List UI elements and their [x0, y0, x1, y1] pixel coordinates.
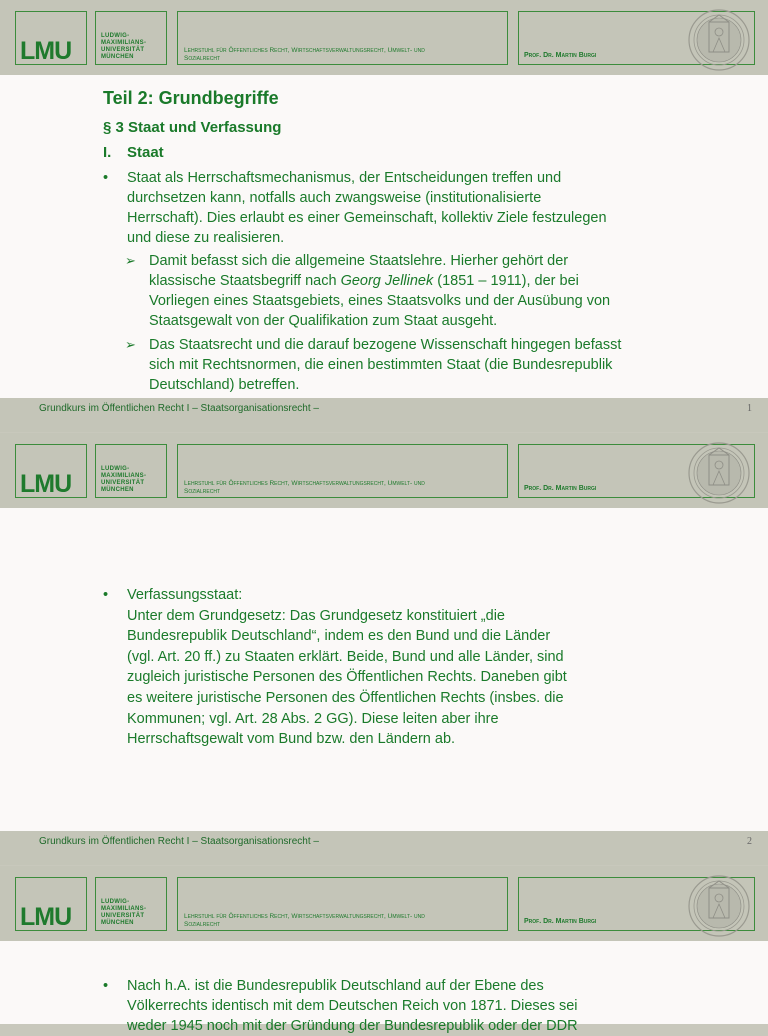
part-heading: Teil 2: Grundbegriffe [103, 88, 279, 108]
university-name-box [95, 444, 167, 498]
slide-header [0, 433, 768, 508]
lmu-logo: LMU [20, 903, 72, 931]
university-seal-icon [679, 878, 756, 931]
lmu-logo-box [15, 11, 87, 65]
slide-1 [0, 0, 768, 432]
section-heading: § 3 Staat und Verfassung [103, 119, 282, 136]
university-seal-icon [679, 12, 756, 65]
chair-name: Lehrstuhl für Öffentliches Recht, Wirtschaftsverwaltungsrecht, Umwelt- und Sozialrecht [184, 913, 425, 928]
slide-footer [0, 398, 768, 432]
university-name: LUDWIG- MAXIMILIANS- UNIVERSITÄT MÜNCHEN [101, 466, 147, 493]
slide-footer [0, 831, 768, 865]
lmu-logo-box [15, 877, 87, 931]
chair-name-box [177, 877, 508, 931]
course-title: Grundkurs im Öffentlichen Recht I – Staatsorganisationsrecht – [39, 403, 319, 414]
arrow-bullet-icon: ➢ [125, 337, 136, 352]
author-name: Georg Jellinek [340, 273, 434, 289]
professor-box [518, 877, 755, 931]
university-seal-icon [679, 445, 756, 498]
chair-name-box [177, 11, 508, 65]
bullet-icon: • [103, 587, 109, 603]
professor-box [518, 11, 755, 65]
bullet-icon: • [103, 978, 109, 994]
subsection-heading [103, 144, 164, 161]
university-name-box [95, 877, 167, 931]
list-item: • Verfassungsstaat: Unter dem Grundgesetz: Das Grundgesetz konstituiert „die Bundesrepublik Deutschland“, indem es den Bund und die Länder (vgl. Art. 20 ff.) zu Staaten erklärt. Beide, Bund und alle Länder, sind zugleich juristische Personen des Öffentlichen Rechts. Daneben gibt es weitere juristische Personen des Öffentlichen Rechts (insbes. die Kommunen; vgl. Art. 28 Abs. 2 GG). Diese leiten aber ihre Herrschaftsgewalt vom Bund bzw. den Ländern ab. [103, 587, 567, 748]
professor-name: Prof. Dr. Martin Burgi [524, 485, 597, 492]
slide-2 [0, 433, 768, 865]
list-item: • Staat als Herrschaftsmechanismus, der Entscheidungen treffen und durchsetzen kann, notfalls auch zwangsweise (institutionalisierte Herrschaft). Dies erlaubt es einer Gemeinschaft, kollektiv Ziele festzulegen und diese zu realisieren. [103, 170, 607, 246]
lmu-logo-box [15, 444, 87, 498]
university-name-box [95, 11, 167, 65]
slide-header [0, 866, 768, 941]
university-name: LUDWIG- MAXIMILIANS- UNIVERSITÄT MÜNCHEN [101, 899, 147, 926]
subsection-number: I. [103, 144, 112, 161]
professor-name: Prof. Dr. Martin Burgi [524, 52, 597, 59]
chair-name-box [177, 444, 508, 498]
professor-name: Prof. Dr. Martin Burgi [524, 918, 597, 925]
list-item: ➢ Damit befasst sich die allgemeine Staatslehre. Hierher gehört der klassische Staatsbegriff nach Georg Jellinek (1851 – 1911), der bei Vorliegen eines Staatsgebiets, eines Staatsvolks und der Ausübung von Staatsgewalt von der Qualifikation zum Staat ausgeht. [125, 253, 611, 329]
chair-name: Lehrstuhl für Öffentliches Recht, Wirtschaftsverwaltungsrecht, Umwelt- und Sozialrecht [184, 47, 425, 62]
bullet-icon: • [103, 170, 109, 186]
list-item: • Nach h.A. ist die Bundesrepublik Deutschland auf der Ebene des Völkerrechts identisch mit dem Deutschen Reich von 1871. Dieses sei weder 1945 noch mit der Gründung der Bundesrepublik oder der DDR [103, 978, 578, 1034]
subsection-title: Staat [127, 144, 164, 161]
course-title: Grundkurs im Öffentlichen Recht I – Staatsorganisationsrecht – [39, 836, 319, 847]
chair-name: Lehrstuhl für Öffentliches Recht, Wirtschaftsverwaltungsrecht, Umwelt- und Sozialrecht [184, 480, 425, 495]
slide-3 [0, 866, 768, 1034]
arrow-bullet-icon: ➢ [125, 253, 136, 268]
lmu-logo: LMU [20, 470, 72, 498]
page-number: 2 [747, 836, 752, 847]
list-item: ➢ Das Staatsrecht und die darauf bezogene Wissenschaft hingegen befasst sich mit Rechtsnormen, die einen bestimmten Staat (die Bundesrepublik Deutschland) betreffen. [125, 337, 622, 393]
lmu-logo: LMU [20, 37, 72, 65]
slide-header [0, 0, 768, 75]
page-number: 1 [747, 403, 752, 414]
university-name: LUDWIG- MAXIMILIANS- UNIVERSITÄT MÜNCHEN [101, 33, 147, 60]
professor-box [518, 444, 755, 498]
